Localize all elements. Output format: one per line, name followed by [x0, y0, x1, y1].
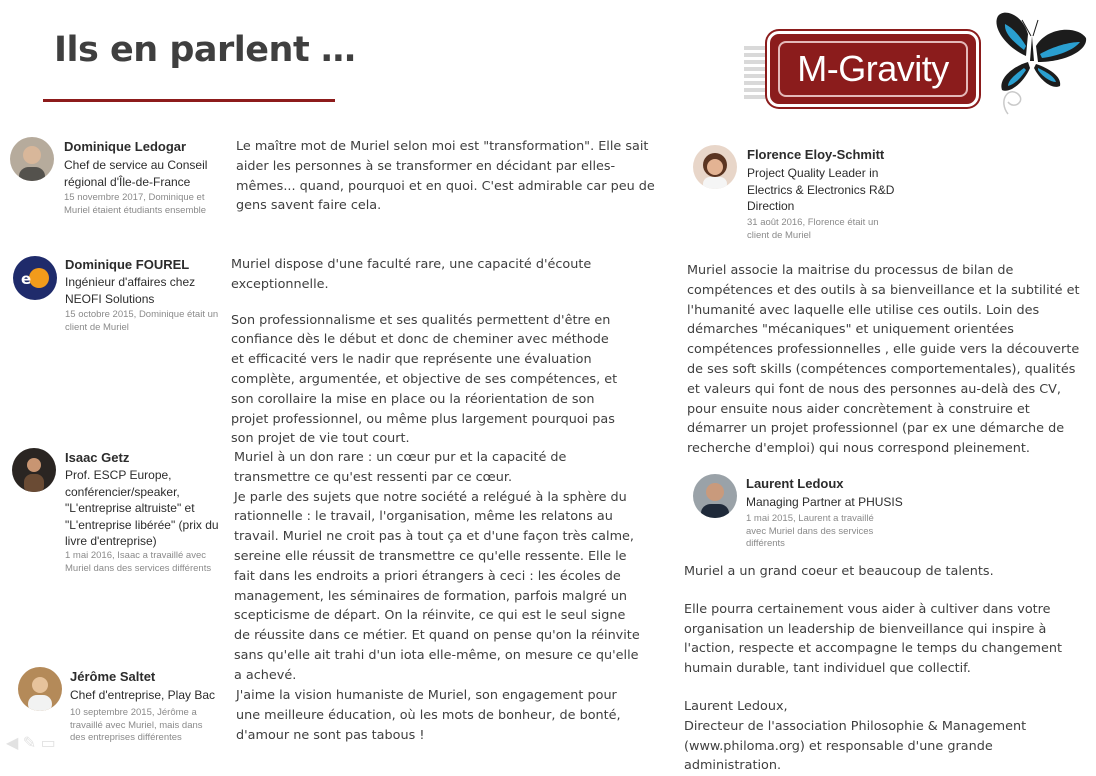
testimonial-quote [684, 562, 1082, 776]
quote-paragraph: Muriel a un grand coeur et beaucoup de talents. [684, 564, 994, 579]
testimonial-quote [236, 686, 641, 745]
testimonial-role: Managing Partner at PHUSIS [746, 495, 903, 509]
testimonial-meta: 15 novembre 2017, Dominique et Muriel étaient étudiants ensemble [64, 192, 207, 216]
testimonial-role: Prof. ESCP Europe, conférencier/speaker, "L'entreprise altruiste" et "L'entreprise libérée" (prix du livre d'entreprise) [65, 468, 219, 548]
testimonial-meta: 31 août 2016, Florence était un client de Muriel [747, 217, 879, 241]
quote-paragraph: Elle pourra certainement vous aider à cultiver dans votre organisation un leadership de bienveillance qui inspire à l'action, respecte et accompagne le temps du changement humain durable, tant individuel que collectif. [684, 601, 1062, 677]
quote-paragraph: Le maître mot de Muriel selon moi est "transformation". Elle sait aider les personnes à se transformer en décidant par elles-mêmes... quand, pourquoi et en quoi. C'est admirable car peu de gens savent faire cela. [236, 139, 655, 214]
slide-nav[interactable] [6, 733, 66, 753]
prev-arrow-icon[interactable]: ◀ [6, 735, 19, 752]
testimonial-quote [236, 137, 656, 216]
testimonial-name: Dominique FOUREL [65, 257, 190, 272]
testimonial-quote [231, 255, 623, 449]
testimonial-name: Florence Eloy-Schmitt [747, 147, 885, 162]
testimonial-name: Isaac Getz [65, 450, 130, 465]
testimonial-name: Laurent Ledoux [746, 476, 844, 491]
logo-text: M-Gravity [778, 41, 968, 97]
testimonial-name: Jérôme Saltet [70, 669, 156, 684]
testimonial-role: Chef d'entreprise, Play Bac [70, 688, 216, 702]
quote-paragraph: Muriel à un don rare : un cœur pur et la capacité de transmettre ce qu'est ressenti par ce cœur. [234, 450, 567, 485]
avatar-dominique-ledogar [10, 137, 54, 181]
testimonial-role: Ingénieur d'affaires chez NEOFI Solutions [65, 275, 196, 306]
quote-paragraph: Je parle des sujets que notre société a relégué à la sphère du rationnelle : le travail, l'organisation, même les relatons au travail. Muriel ne croit pas à tout ça et d'une façon très calme, sereine elle réussit de transmettre ce qu'elle ressente. Elle le fait dans les endroits a priori étrangers à ceci : les écoles de management, les séminaires de formation, parfois malgré un scepticisme de départ. On la réinvite, ce qui est le seul signe de réussite dans ce métier. Et quand on pense qu'on la réinvite sans qu'elle ait trahi d'un iota elle-même, on mesure ce qu'elle a achevé. [234, 489, 640, 683]
avatar-dominique-fourel [13, 256, 57, 300]
testimonial-role: Chef de service au Conseil régional d'Île-de-France [64, 158, 208, 189]
testimonial-name: Dominique Ledogar [64, 139, 187, 154]
svg-text:e: e [21, 270, 32, 288]
logo-stripes [744, 46, 768, 102]
testimonial-role: Project Quality Leader in Electrics & Electronics R&D Direction [747, 166, 895, 213]
quote-paragraph: Directeur de l'association Philosophie & Management (www.philoma.org) et responsable d'une grande administration. [684, 718, 1027, 774]
avatar-florence-eloy-schmitt [693, 145, 737, 189]
testimonial-quote [234, 448, 644, 686]
page-title: Ils en parlent … [54, 30, 356, 70]
avatar-isaac-getz [12, 448, 56, 492]
quote-paragraph: Muriel associe la maitrise du processus de bilan de compétences et des outils à sa bienveillance et la subtilité et l'humanité avec laquelle elle utilise ces outils. Loin des démarches "mécaniques" et uniquement orientées compétences professionnelles , elle guide vers la découverte de ses soft skills (compétences comportementales), qualités et valeurs qui font de nous des personnes au-delà des CV, pour ensuite nous aider concrètement à construire et démarrer un projet professionnel (par ex une démarche de recherche d'emploi) qui nous correspond pleinement. [687, 263, 1080, 457]
testimonial-meta: 10 septembre 2015, Jérôme a travaillé avec Muriel, mais dans des entreprises différentes [70, 707, 203, 743]
pen-icon[interactable]: ✎ [22, 735, 37, 752]
quote-paragraph: Son professionnalisme et ses qualités permettent d'être en confiance dès le début et donc de cheminer avec méthode et efficacité vers le nadir que représente une évaluation complète, argumentée, et objective de ses compétences, et son corollaire la mise en place ou la réorientation de son projet professionnel, ou même plus largement pourquoi pas son projet de vie tout court. [231, 312, 618, 447]
avatar-laurent-ledoux [693, 474, 737, 518]
testimonial-meta: 1 mai 2016, Isaac a travaillé avec Muriel dans des services différents [65, 550, 212, 574]
butterfly-icon [978, 6, 1090, 116]
quote-paragraph: Laurent Ledoux, [684, 698, 788, 714]
testimonial-meta: 15 octobre 2015, Dominique était un client de Muriel [65, 309, 219, 333]
m-gravity-logo [767, 31, 979, 107]
quote-paragraph: J'aime la vision humaniste de Muriel, son engagement pour une meilleure éducation, où les mots de bonheur, de bonté, d'amour ne sont pas tabous ! [236, 688, 621, 743]
avatar-jerome-saltet [18, 667, 62, 711]
testimonial-quote [687, 261, 1087, 459]
testimonial-meta: 1 mai 2015, Laurent a travaillé avec Muriel dans des services différents [746, 513, 874, 549]
menu-icon[interactable]: ▭ [40, 735, 56, 752]
quote-paragraph: Muriel dispose d'une faculté rare, une capacité d'écoute exceptionnelle. [231, 257, 592, 292]
title-underline [43, 99, 335, 102]
